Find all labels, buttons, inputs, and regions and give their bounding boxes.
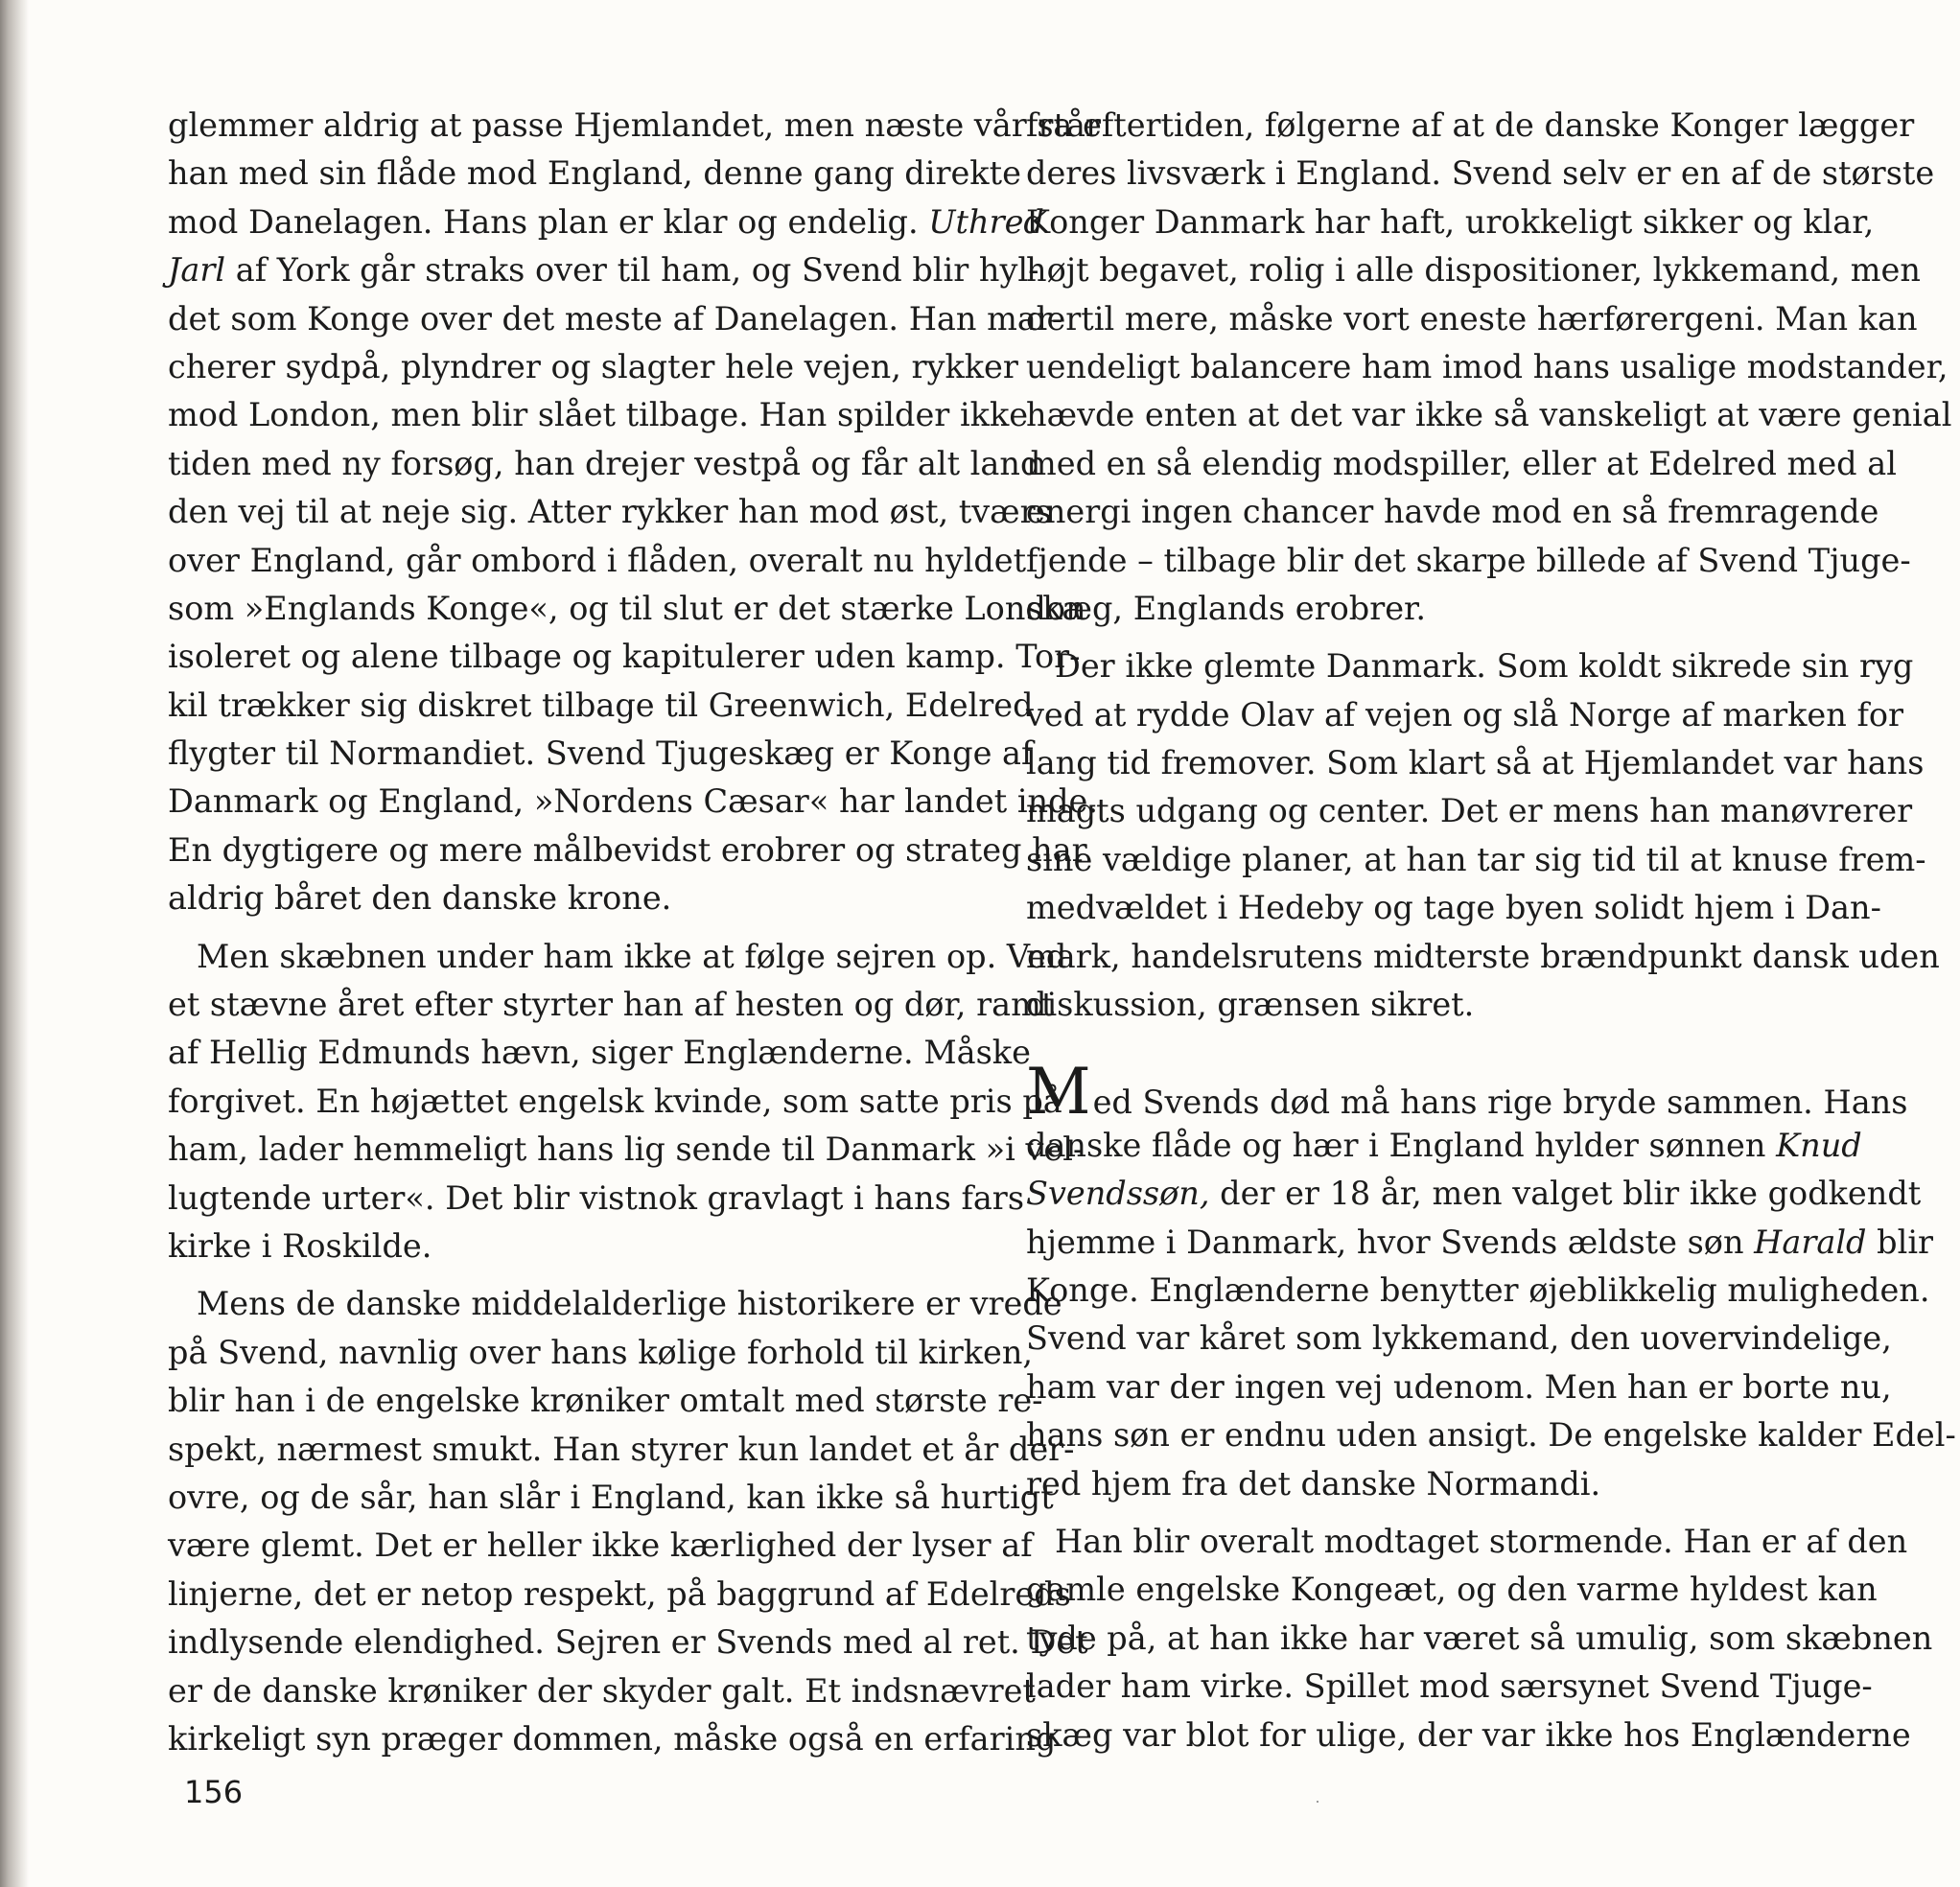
- text-line: [1026, 1615, 1933, 1663]
- text-line: [1026, 440, 1897, 488]
- text-line: [1026, 150, 1935, 198]
- text-line: [1026, 585, 1870, 633]
- text-run: kil trækker sig diskret tilbage til Greenwich, Edelred: [168, 686, 1034, 724]
- italic-text: Knud: [1776, 1126, 1862, 1164]
- text-line: [1026, 246, 1921, 294]
- text-line: [168, 537, 1027, 585]
- text-line: [168, 198, 1044, 246]
- text-run: magts udgang og center. Det er mens han manøvrerer: [1026, 792, 1913, 830]
- text-line: [168, 102, 1102, 150]
- text-run: dertil mere, måske vort eneste hærførergeni. Man kan: [1026, 299, 1918, 338]
- text-run: Konger Danmark har haft, urokkeligt sikker og klar,: [1026, 202, 1875, 241]
- text-run: er de danske krøniker der skyder galt. Et indsnævret: [168, 1671, 1036, 1710]
- text-run: højt begavet, rolig i alle dispositioner, lykkemand, men: [1026, 251, 1921, 290]
- paragraph-gap: [168, 923, 1002, 933]
- text-run: uendeligt balancere ham imod hans usalige modstander,: [1026, 347, 1948, 385]
- text-line: [168, 295, 1063, 343]
- text-run: ovre, og de sår, han slår i England, kan ikke så hurtigt: [168, 1478, 1054, 1516]
- text-run: deres livsværk i England. Svend selv er en af de største: [1026, 154, 1935, 193]
- text-run: glemmer aldrig at passe Hjemlandet, men næste vår står: [168, 106, 1102, 144]
- text-line: [168, 1223, 1002, 1270]
- text-line: [168, 488, 1052, 536]
- text-run: ham var der ingen vej udenom. Men han er borte nu,: [1026, 1367, 1892, 1406]
- text-line: [1026, 102, 1915, 150]
- text-run: tyde på, at han ikke har været så umulig, som skæbnen: [1026, 1619, 1933, 1657]
- text-run: det som Konge over det meste af Danelagen. Han mar-: [168, 299, 1063, 338]
- text-run: ed Svends død må hans rige bryde sammen. Hans: [1092, 1083, 1908, 1122]
- text-line: [1026, 1363, 1892, 1411]
- italic-text: Harald: [1754, 1223, 1867, 1261]
- text-run: den vej til at neje sig. Atter rykker han mod øst, tværs: [168, 493, 1052, 531]
- text-run: på Svend, navnlig over hans kølige forhold til kirken,: [168, 1333, 1034, 1371]
- text-run: Han blir overalt modtaget stormende. Han er af den: [1055, 1522, 1908, 1560]
- text-line: [1026, 1566, 1878, 1614]
- text-line: [1026, 1460, 1870, 1508]
- text-run: linjerne, det er netop respekt, på baggrund af Edelreds: [168, 1574, 1071, 1613]
- left-text-column: [168, 102, 1102, 1763]
- text-line: [1026, 1518, 1908, 1566]
- text-run: som »Englands Konge«, og til slut er det stærke London: [168, 589, 1086, 627]
- text-line: [1026, 836, 1926, 884]
- text-line: [168, 1280, 1062, 1328]
- text-line: [168, 730, 1034, 778]
- text-run: blir: [1866, 1223, 1934, 1261]
- text-line: [168, 1329, 1034, 1377]
- text-line: [168, 1522, 1033, 1570]
- text-line: [168, 1426, 1075, 1474]
- text-line: [168, 1571, 1071, 1619]
- text-run: forgivet. En højættet engelsk kvinde, som satte pris på: [168, 1082, 1062, 1120]
- text-run: Mens de danske middelalderlige historikere er vrede: [197, 1285, 1062, 1323]
- text-line: [1026, 391, 1952, 439]
- italic-text: Uthred: [928, 202, 1044, 241]
- text-run: Konge. Englænderne benytter øjeblikkelig muligheden.: [1026, 1270, 1930, 1309]
- text-line: [1026, 537, 1911, 585]
- text-line: [168, 1667, 1036, 1715]
- page-number: 156: [184, 1774, 244, 1810]
- text-run: isoleret og alene tilbage og kapitulerer uden kamp. Tor-: [168, 638, 1081, 676]
- text-run: cherer sydpå, plyndrer og slagter hele vejen, rykker: [168, 347, 1018, 385]
- text-run: red hjem fra det danske Normandi.: [1026, 1464, 1601, 1503]
- text-line: [168, 1474, 1054, 1522]
- text-line: [168, 633, 1081, 681]
- text-run: danske flåde og hær i England hylder sønnen: [1026, 1126, 1777, 1164]
- section-gap: [1026, 1029, 1870, 1073]
- text-line: [1026, 1712, 1911, 1759]
- text-line: [1026, 198, 1875, 246]
- right-text-column: [1026, 102, 1956, 1759]
- text-run: spekt, nærmest smukt. Han styrer kun landet et år der-: [168, 1430, 1075, 1468]
- text-line: [168, 1029, 1031, 1077]
- text-run: Svend var kåret som lykkemand, den uovervindelige,: [1026, 1319, 1892, 1358]
- text-run: af Hellig Edmunds hævn, siger Englænderne. Måske: [168, 1034, 1031, 1072]
- text-run: ved at rydde Olav af vejen og slå Norge af marken for: [1026, 695, 1904, 734]
- text-line: [1026, 933, 1940, 981]
- text-line: [1026, 295, 1918, 343]
- text-line: [168, 1175, 1025, 1223]
- text-run: hævde enten at det var ikke så vanskeligt at være genial: [1026, 396, 1952, 434]
- paper-speck: [1317, 1801, 1318, 1803]
- text-line: [168, 1619, 1088, 1666]
- text-line: [168, 585, 1086, 633]
- italic-text: Jarl: [168, 251, 226, 290]
- text-run: af York går straks over til ham, og Svend blir hyl-: [225, 251, 1039, 290]
- text-line: [168, 682, 1034, 730]
- text-line: [168, 981, 1055, 1029]
- text-run: han med sin flåde mod England, denne gang direkte: [168, 154, 1021, 193]
- text-run: fra eftertiden, følgerne af at de danske Konger lægger: [1026, 106, 1915, 144]
- text-run: lang tid fremover. Som klart så at Hjemlandet var hans: [1026, 744, 1925, 782]
- text-line: [1026, 1411, 1956, 1459]
- text-line: [168, 827, 1087, 874]
- text-run: energi ingen chancer havde mod en så fremragende: [1026, 493, 1879, 531]
- text-run: et stævne året efter styrter han af hesten og dør, ramt: [168, 986, 1055, 1024]
- text-run: medvældet i Hedeby og tage byen solidt hjem i Dan-: [1026, 889, 1881, 927]
- text-line: [168, 1377, 1043, 1425]
- text-run: mod Danelagen. Hans plan er klar og endelig.: [168, 202, 929, 241]
- paragraph-gap: [1026, 633, 1870, 642]
- text-run: blir han i de engelske krøniker omtalt med største re-: [168, 1382, 1043, 1420]
- text-run: tiden med ny forsøg, han drejer vestpå og får alt land: [168, 444, 1041, 482]
- text-run: diskussion, grænsen sikret.: [1026, 986, 1475, 1024]
- text-line: [1026, 488, 1879, 536]
- text-line: [1026, 1122, 1870, 1170]
- paragraph-gap: [1026, 1508, 1870, 1518]
- book-binding-edge: [0, 0, 29, 1887]
- text-run: mark, handelsrutens midterste brændpunkt dansk uden: [1026, 937, 1940, 975]
- text-run: skæg, Englands erobrer.: [1026, 589, 1427, 627]
- text-run: lugtende urter«. Det blir vistnok gravlagt i hans fars: [168, 1178, 1025, 1217]
- text-line: [168, 440, 1041, 488]
- text-run: ham, lader hemmeligt hans lig sende til Danmark »i vel-: [168, 1130, 1085, 1169]
- text-run: gamle engelske Kongeæt, og den varme hyldest kan: [1026, 1571, 1878, 1609]
- text-line: [1026, 691, 1904, 739]
- text-line: [1026, 1170, 1922, 1218]
- text-run: fjende – tilbage blir det skarpe billede af Svend Tjuge-: [1026, 541, 1911, 579]
- text-run: over England, går ombord i flåden, overalt nu hyldet: [168, 541, 1027, 579]
- text-run: kirkeligt syn præger dommen, måske også en erfaring: [168, 1719, 1057, 1758]
- text-run: Der ikke glemte Danmark. Som koldt sikrede sin ryg: [1055, 647, 1914, 686]
- italic-text: Svendssøn,: [1026, 1175, 1210, 1213]
- text-line: [168, 1126, 1085, 1174]
- text-line: [168, 874, 1002, 922]
- text-line: [1026, 343, 1948, 391]
- text-line: [1026, 642, 1914, 690]
- text-line: [1026, 981, 1870, 1029]
- text-line: [1026, 1315, 1892, 1363]
- text-run: kirke i Roskilde.: [168, 1226, 432, 1265]
- text-line: [168, 933, 1067, 981]
- text-run: hjemme i Danmark, hvor Svends ældste søn: [1026, 1223, 1755, 1261]
- text-line: [1026, 1055, 1908, 1130]
- text-run: Danmark og England, »Nordens Cæsar« har landet inde.: [168, 782, 1099, 821]
- text-run: skæg var blot for ulige, der var ikke hos Englænderne: [1026, 1715, 1911, 1754]
- text-run: aldrig båret den danske krone.: [168, 879, 672, 918]
- text-run: med en så elendig modspiller, eller at Edelred med al: [1026, 444, 1897, 482]
- text-line: [168, 343, 1018, 391]
- text-run: hans søn er endnu uden ansigt. De engelske kalder Edel-: [1026, 1416, 1956, 1455]
- text-line: [1026, 1663, 1873, 1711]
- text-run: være glemt. Det er heller ikke kærlighed der lyser af: [168, 1526, 1033, 1565]
- text-run: indlysende elendighed. Sejren er Svends med al ret. Det: [168, 1623, 1088, 1662]
- text-run: der er 18 år, men valget blir ikke godkendt: [1209, 1175, 1922, 1213]
- text-line: [168, 1078, 1062, 1126]
- text-line: [168, 778, 1099, 826]
- text-line: [1026, 884, 1881, 932]
- text-run: Men skæbnen under ham ikke at følge sejren op. Ved: [197, 937, 1067, 975]
- text-run: lader ham virke. Spillet mod særsynet Svend Tjuge-: [1026, 1667, 1873, 1706]
- text-line: [168, 246, 1039, 294]
- text-line: [168, 391, 1029, 439]
- drop-cap: M: [1026, 1055, 1091, 1130]
- text-line: [168, 1715, 1057, 1763]
- text-run: flygter til Normandiet. Svend Tjugeskæg er Konge af: [168, 734, 1034, 773]
- paragraph-gap: [168, 1270, 1002, 1280]
- text-line: [1026, 1267, 1930, 1315]
- text-run: sine vældige planer, at han tar sig tid til at knuse frem-: [1026, 840, 1926, 878]
- text-line: [168, 150, 1021, 198]
- text-line: [1026, 787, 1913, 835]
- text-run: mod London, men blir slået tilbage. Han spilder ikke: [168, 396, 1029, 434]
- text-line: [1026, 1219, 1934, 1267]
- text-run: En dygtigere og mere målbevidst erobrer og strateg har: [168, 830, 1087, 869]
- text-line: [1026, 739, 1925, 787]
